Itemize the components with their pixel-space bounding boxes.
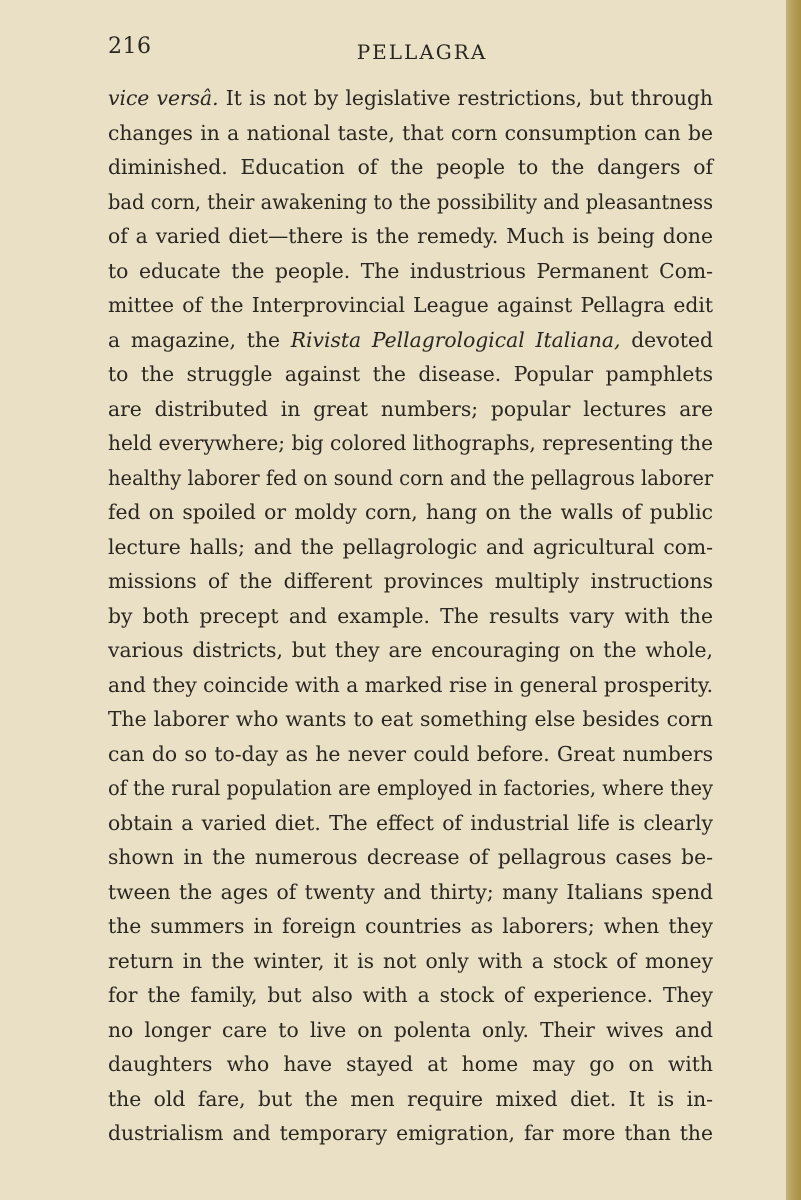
text-line: the summers in foreign countries as laborers; when they <box>108 914 713 938</box>
text-line: of the rural population are employed in factories, where they <box>108 776 713 800</box>
text-line: return in the winter, it is not only with a stock of money <box>108 948 713 973</box>
page-number: 216 <box>108 34 152 59</box>
text-line: healthy laborer fed on sound corn and the pellagrous laborer <box>108 465 714 490</box>
italic-lead: vice versâ. <box>108 86 219 110</box>
text-line-rest: It is not by legislative restrictions, but through <box>218 86 713 110</box>
text-line: dustrialism and temporary emigration, far more than the <box>108 1121 713 1145</box>
text-line: shown in the numerous decrease of pellagrous cases be- <box>108 845 713 869</box>
text-line: mittee of the Interprovincial League against Pellagra edit <box>108 293 713 317</box>
text-line: The laborer who wants to eat something else besides corn <box>108 707 713 731</box>
text-line: can do so to-day as he never could before. Great numbers <box>108 741 713 766</box>
text-line: of a varied diet—there is the remedy. Much is being done <box>108 224 713 248</box>
text-line <box>108 81 713 116</box>
text-line: no longer care to live on polenta only. Their wives and <box>108 1017 713 1042</box>
text-line: fed on spoiled or moldy corn, hang on the walls of public <box>108 500 713 524</box>
text-line: bad corn, their awakening to the possibility and pleasantness <box>108 189 714 214</box>
italic-magazine-title: Rivista Pellagrological Italiana, <box>290 327 621 352</box>
text-line-pre: a magazine, the <box>108 327 291 352</box>
text-line: obtain a varied diet. The effect of industrial life is clearly <box>108 810 713 835</box>
text-line: held everywhere; big colored lithographs, representing the <box>108 431 713 455</box>
text-line: various districts, but they are encouraging on the whole, <box>108 638 713 662</box>
text-line: by both precept and example. The results vary with the <box>108 603 713 628</box>
text-line: tween the ages of twenty and thirty; many Italians spend <box>108 879 713 904</box>
text-line: are distributed in great numbers; popular lectures are <box>108 396 713 421</box>
text-line: daughters who have stayed at home may go on with <box>108 1052 713 1076</box>
text-line-post: devoted <box>620 327 713 352</box>
text-line: to the struggle against the disease. Popular pamphlets <box>108 362 713 386</box>
text-line: missions of the different provinces multiply instructions <box>108 569 713 593</box>
running-title: PELLAGRA <box>356 40 488 64</box>
text-line: changes in a national taste, that corn consumption can be <box>108 120 713 145</box>
text-line: to educate the people. The industrious Permanent Com- <box>108 258 713 283</box>
page-header <box>108 34 708 68</box>
text-line: and they coincide with a marked rise in general prosperity. <box>108 672 713 697</box>
text-line: for the family, but also with a stock of experience. They <box>108 983 713 1007</box>
text-line: lecture halls; and the pellagrologic and agricultural com- <box>108 534 713 559</box>
page-edge <box>786 0 801 1200</box>
text-line: diminished. Education of the people to the dangers of <box>108 155 713 179</box>
text-line: the old fare, but the men require mixed diet. It is in- <box>108 1086 713 1111</box>
text-line <box>108 323 713 358</box>
body-text <box>108 81 713 1151</box>
